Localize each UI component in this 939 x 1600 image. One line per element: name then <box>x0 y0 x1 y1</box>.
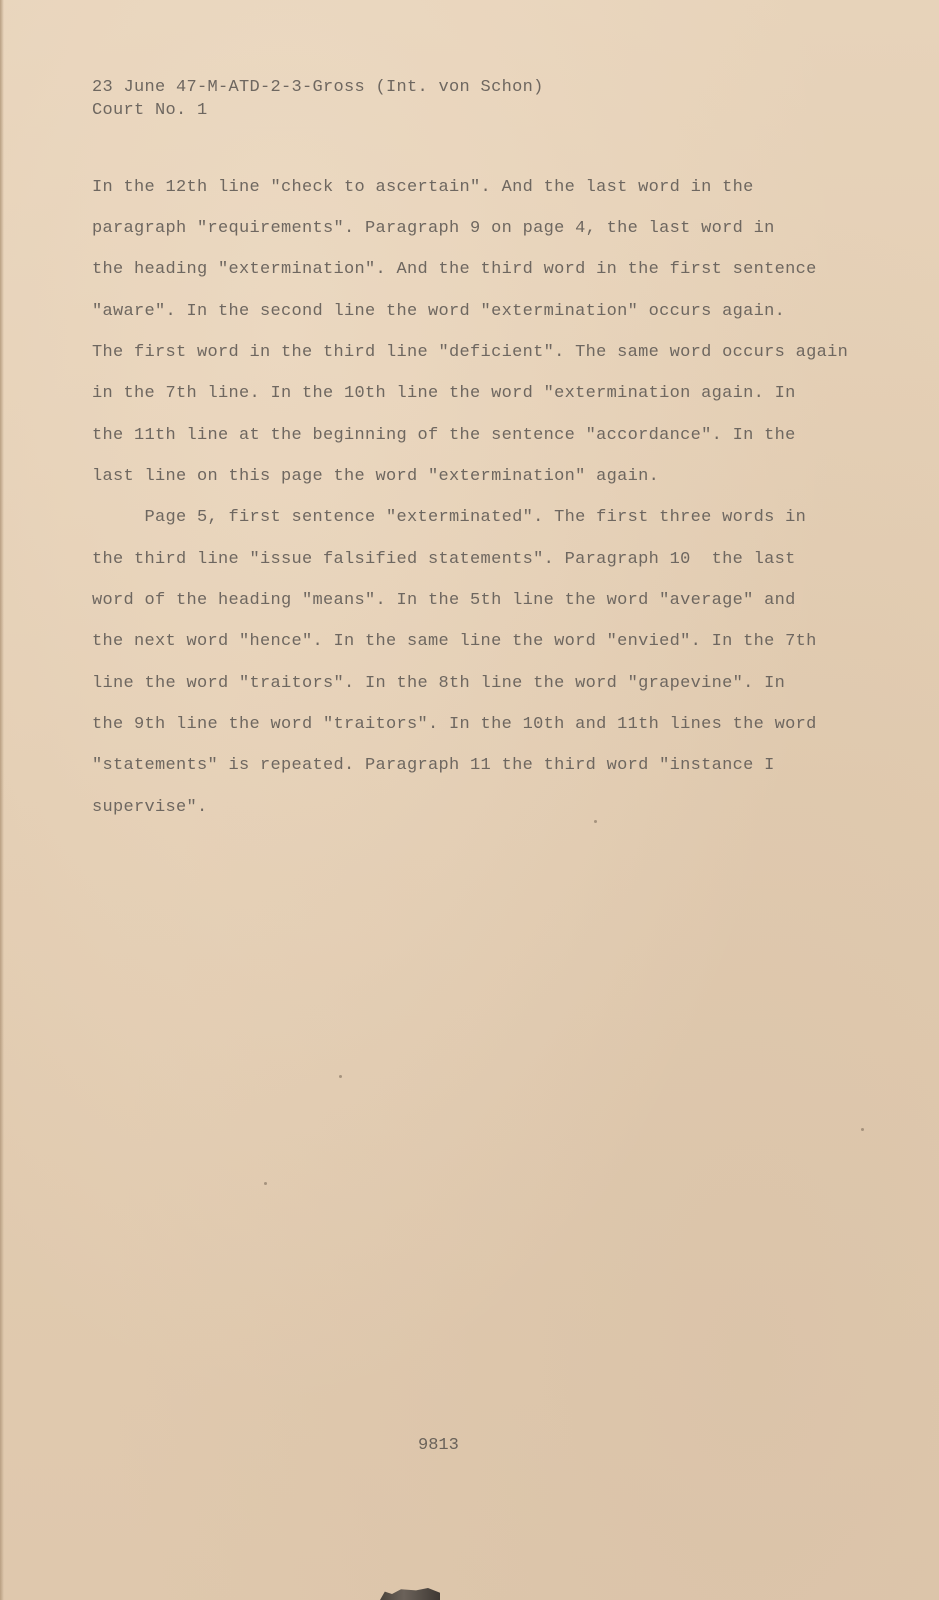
body-line: "statements" is repeated. Paragraph 11 the third word "instance I <box>92 756 775 775</box>
paper-speck <box>264 1182 267 1185</box>
paper-speck <box>339 1075 342 1078</box>
body-line: paragraph "requirements". Paragraph 9 on page 4, the last word in <box>92 219 775 238</box>
body-line: supervise". <box>92 798 208 817</box>
body-line: the 11th line at the beginning of the sentence "accordance". In the <box>92 426 796 445</box>
body-line: line the word "traitors". In the 8th line the word "grapevine". In <box>92 674 786 693</box>
paper-speck <box>594 820 597 823</box>
body-line: the next word "hence". In the same line the word "envied". In the 7th <box>92 632 817 651</box>
body-line: last line on this page the word "extermination" again. <box>92 467 660 486</box>
paper-tear-mark <box>380 1588 440 1600</box>
document-header-line-2: Court No. 1 <box>92 101 208 120</box>
body-line: the third line "issue falsified statements". Paragraph 10 the last <box>92 550 796 569</box>
body-line: The first word in the third line "deficient". The same word occurs again <box>92 343 849 362</box>
body-line: the heading "extermination". And the third word in the first sentence <box>92 260 817 279</box>
body-line: In the 12th line "check to ascertain". And the last word in the <box>92 178 754 197</box>
page-edge-shadow <box>0 0 4 1600</box>
paper-speck <box>861 1128 864 1131</box>
document-header-line-1: 23 June 47-M-ATD-2-3-Gross (Int. von Schon) <box>92 78 544 97</box>
body-line: Page 5, first sentence "exterminated". The first three words in <box>92 508 807 527</box>
body-line: the 9th line the word "traitors". In the 10th and 11th lines the word <box>92 715 817 734</box>
body-line: "aware". In the second line the word "extermination" occurs again. <box>92 302 786 321</box>
body-line: in the 7th line. In the 10th line the word "extermination again. In <box>92 384 796 403</box>
body-line: word of the heading "means". In the 5th line the word "average" and <box>92 591 796 610</box>
page-number: 9813 <box>418 1436 459 1455</box>
